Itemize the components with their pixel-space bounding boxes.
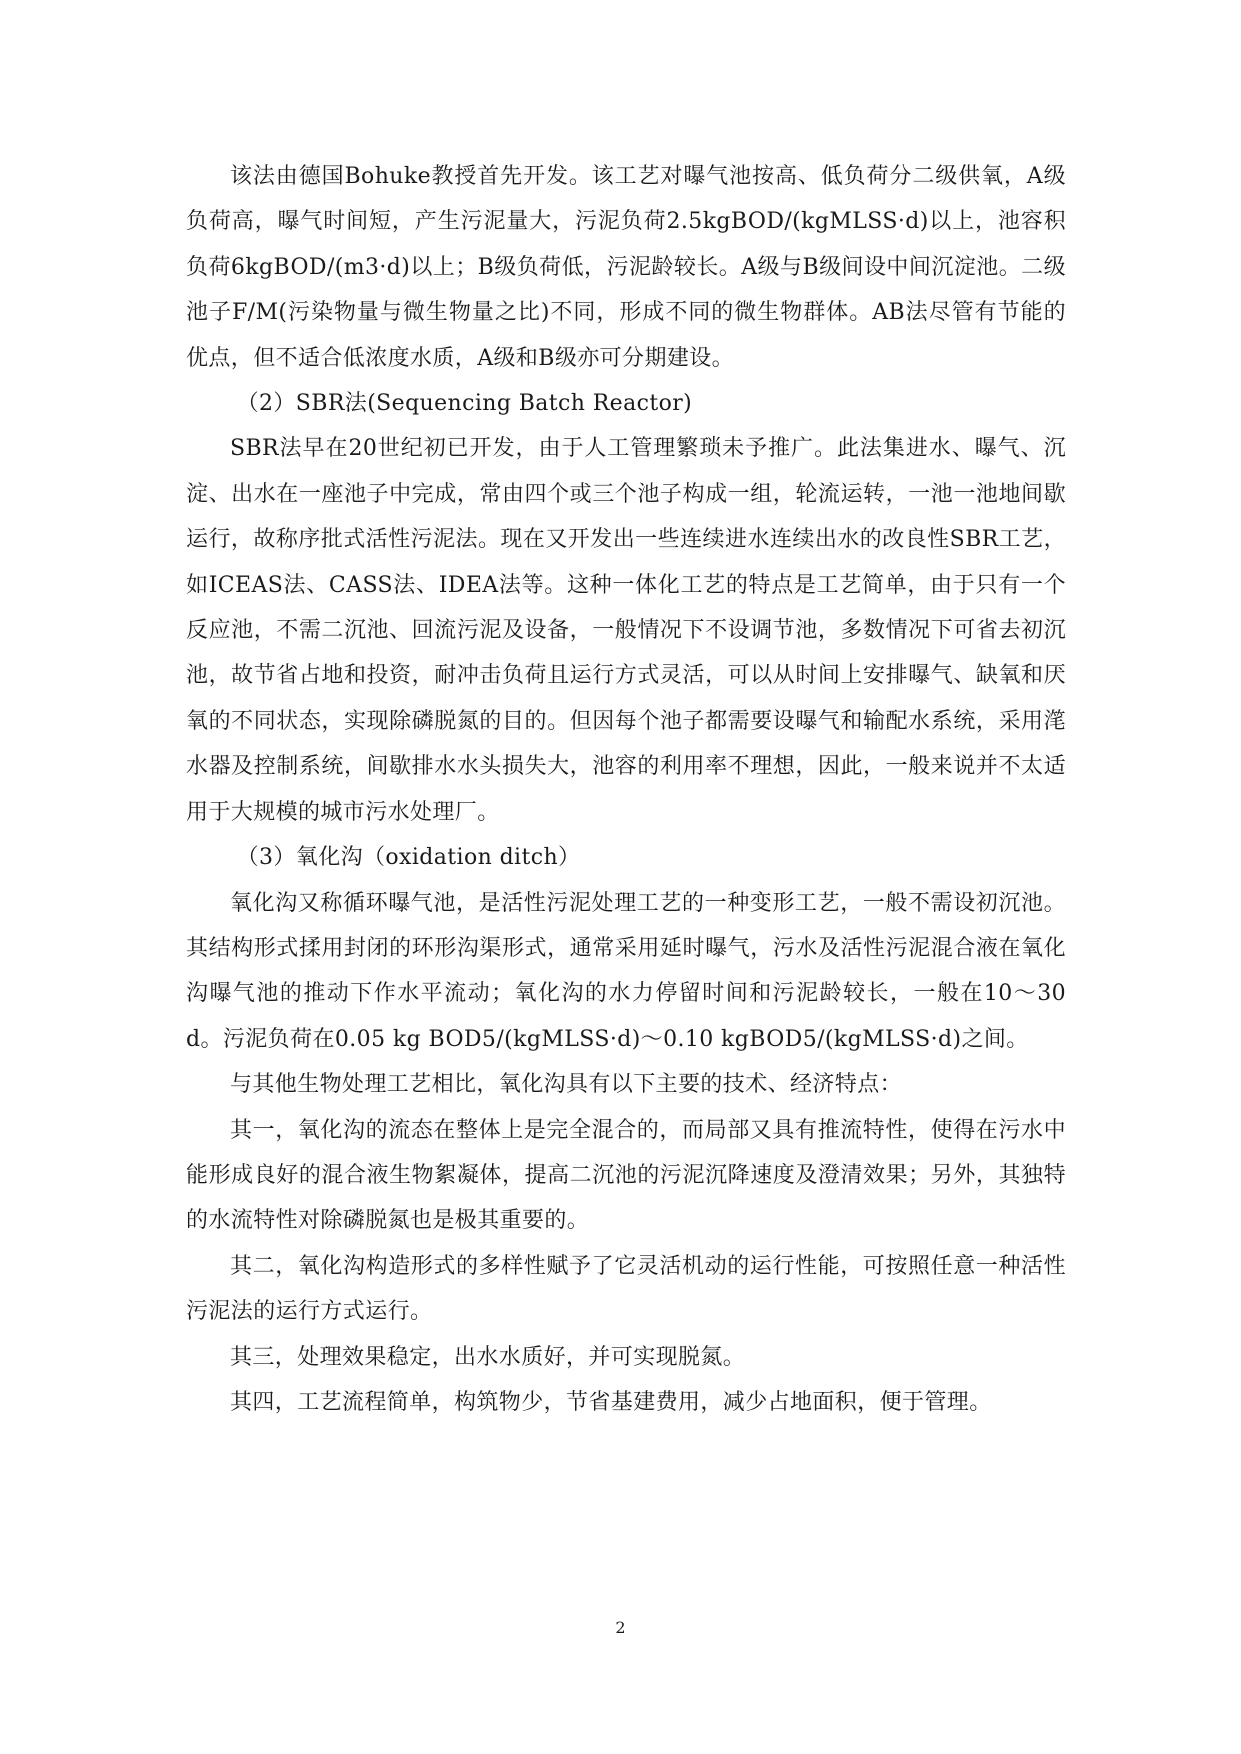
paragraph-feature-1: 其一，氧化沟的流态在整体上是完全混合的，而局部又具有推流特性，使得在污水中能形成良好的混合液生物絮凝体，提高二沉池的污泥沉降速度及澄清效果；另外，其独特的水流特性对除磷脱氮也是极其重要的。 (186, 1117, 1066, 1234)
paragraph-ab-process: 该法由德国Bohuke教授首先开发。该工艺对曝气池按高、低负荷分二级供氧，A级负荷高，曝气时间短，产生污泥量大，污泥负荷2.5kgBOD/(kgMLSS·d)以上，池容积负荷6kgBOD/(m3·d)以上；B级负荷低，污泥龄较长。A级与B级间设中间沉淀池。二级池子F/M(污染物量与微生物量之比)不同，形成不同的微生物群体。AB法尽管有节能的优点，但不适合低浓度水质，A级和B级亦可分期建设。 (186, 164, 1066, 371)
paragraph-sbr: SBR法早在20世纪初已开发，由于人工管理繁琐未予推广。此法集进水、曝气、沉淀、出水在一座池子中完成，常由四个或三个池子构成一组，轮流运转，一池一池地间歇运行，故称序批式活性污泥法。现在又开发出一些连续进水连续出水的改良性SBR工艺，如ICEAS法、CASS法、IDEA法等。这种一体化工艺的特点是工艺简单，由于只有一个反应池，不需二沉池、回流污泥及设备，一般情况下不设调节池，多数情况下可省去初沉池，故节省占地和投资，耐冲击负荷且运行方式灵活，可以从时间上安排曝气、缺氧和厌氧的不同状态，实现除磷脱氮的目的。但因每个池子都需要设曝气和输配水系统，采用滗水器及控制系统，间歇排水水头损失大，池容的利用率不理想，因此，一般来说并不太适用于大规模的城市污水处理厂。 (186, 436, 1066, 825)
page-number: 2 (615, 1618, 626, 1637)
paragraph-feature-4: 其四，工艺流程简单，构筑物少，节省基建费用，减少占地面积，便于管理。 (230, 1389, 992, 1415)
paragraph-features-intro: 与其他生物处理工艺相比，氧化沟具有以下主要的技术、经济特点： (230, 1072, 903, 1098)
document-body (186, 154, 1066, 1425)
paragraph-feature-3: 其三，处理效果稳定，出水水质好，并可实现脱氮。 (230, 1344, 746, 1370)
paragraph-oxidation-ditch: 氧化沟又称循环曝气池，是活性污泥处理工艺的一种变形工艺，一般不需设初沉池。其结构形式揉用封闭的环形沟渠形式，通常采用延时曝气，污水及活性污泥混合液在氧化沟曝气池的推动下作水平流动；氧化沟的水力停留时间和污泥龄较长，一般在10～30 d。污泥负荷在0.05 kg BOD5/(kgMLSS·d)～0.10 kgBOD5/(kgMLSS·d)之间。 (186, 890, 1066, 1052)
section-heading-oxidation-ditch: （3）氧化沟（oxidation ditch） (236, 845, 581, 871)
paragraph-feature-2: 其二，氧化沟构造形式的多样性赋予了它灵活机动的运行性能，可按照任意一种活性污泥法的运行方式运行。 (186, 1253, 1066, 1325)
section-heading-sbr: （2）SBR法(Sequencing Batch Reactor) (236, 391, 693, 417)
